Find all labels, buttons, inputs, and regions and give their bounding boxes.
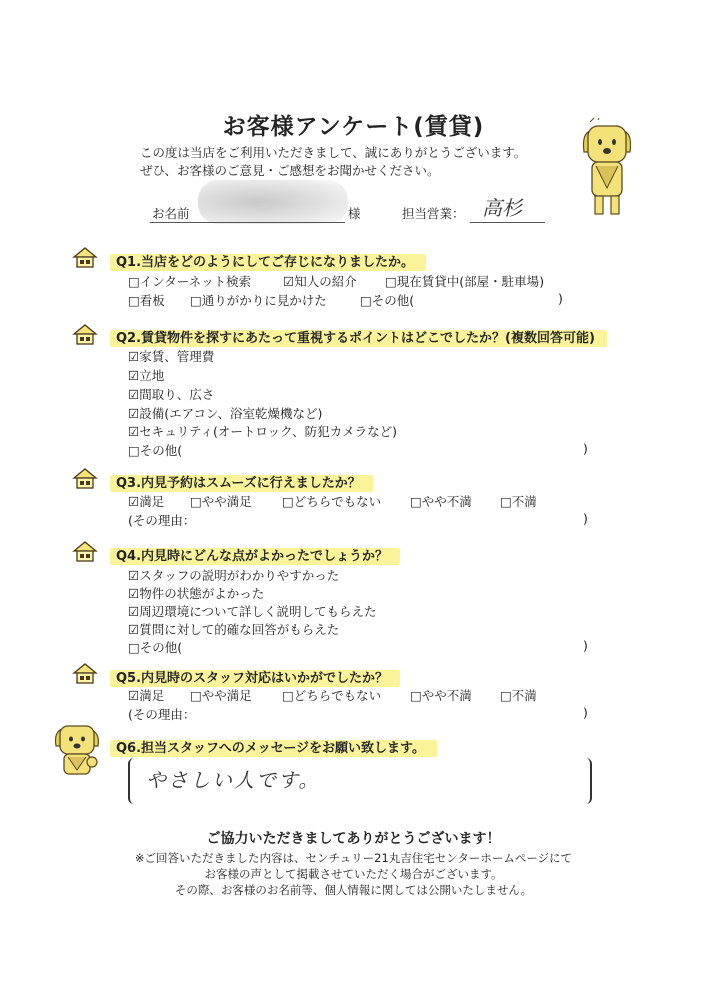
mascot-dog-q6 (54, 722, 102, 778)
q1-opt-referral[interactable]: ☑知人の紹介 (283, 274, 357, 289)
staff-name-handwritten: 高杉 (482, 196, 522, 220)
q5-question (110, 667, 400, 686)
q2-question (110, 327, 607, 346)
q6-answer-handwritten: やさしい人です。 (146, 768, 321, 792)
q4-opt-explanation[interactable]: ☑スタッフの説明がわかりやすかった (128, 568, 340, 583)
q3-question-text: Q3.内見予約はスムーズに行えましたか？ (110, 475, 373, 492)
redacted-name (198, 180, 348, 224)
q1-opt-passing-by[interactable]: □通りがかりに見かけた (190, 293, 327, 308)
house-icon (72, 467, 98, 489)
q5-reason-close: ) (583, 705, 588, 720)
q1-opt-internet[interactable]: □インターネット検索 (128, 274, 252, 289)
q3-opt-somewhat-dissatisfied[interactable]: □やや不満 (410, 494, 472, 509)
q1-opt-signboard[interactable]: □看板 (128, 293, 165, 308)
house-icon (72, 246, 98, 268)
q5-question-text: Q5.内見時のスタッフ対応はいかがでしたか？ (110, 670, 400, 687)
mascot-dog-top (578, 118, 636, 218)
q2-question-text: Q2.賃貸物件を探すにあたって重視するポイントはどこでしたか？(複数回答可能) (110, 330, 607, 347)
footer-note-3: その際、お客様のお名前等、個人情報に関しては公開いたしません。 (174, 883, 533, 897)
q5-opt-somewhat-satisfied[interactable]: □やや満足 (190, 688, 252, 703)
q4-question (110, 545, 400, 564)
q2-other-close: ) (583, 441, 588, 456)
intro-line-2: ぜひ、お客様のご意見・ご感想をお聞かせください。 (140, 163, 440, 178)
name-honorific: 様 (348, 206, 361, 221)
q5-opt-neutral[interactable]: □どちらでもない (282, 688, 382, 703)
staff-label: 担当営業： (402, 206, 465, 221)
q4-opt-surroundings[interactable]: ☑周辺環境について詳しく説明してもらえた (128, 604, 377, 619)
q1-question-text: Q1.当店をどのようにしてご存じになりましたか。 (110, 254, 426, 271)
q2-opt-facilities[interactable]: ☑設備(エアコン、浴室乾燥機など) (128, 406, 323, 421)
q4-opt-condition[interactable]: ☑物件の状態がよかった (128, 586, 265, 601)
house-icon (72, 323, 98, 345)
intro-line-1: この度は当店をご利用いただきまして、誠にありがとうございます。 (140, 145, 527, 160)
q2-opt-other[interactable]: □その他( (128, 443, 183, 458)
q3-reason-close: ) (583, 511, 588, 526)
q3-opt-dissatisfied[interactable]: □不満 (500, 494, 537, 509)
q2-opt-rent[interactable]: ☑家賃、管理費 (128, 349, 215, 364)
q6-question-text: Q6.担当スタッフへのメッセージをお願い致します。 (110, 740, 437, 757)
q3-reason-label: (その理由： (128, 513, 196, 528)
q3-opt-neutral[interactable]: □どちらでもない (282, 494, 382, 509)
house-icon (72, 540, 98, 562)
q6-question (110, 737, 437, 756)
intro-text (140, 144, 526, 180)
name-underline (150, 222, 345, 223)
q1-opt-other[interactable]: □その他( (360, 293, 415, 308)
q4-opt-answers[interactable]: ☑質問に対して的確な回答がもらえた (128, 622, 340, 637)
q3-opt-somewhat-satisfied[interactable]: □やや満足 (190, 494, 252, 509)
name-label: お名前 (152, 206, 190, 221)
footer-note-2: お客様の声として掲載させていただく場合がございます。 (204, 867, 503, 881)
q1-other-close: ) (558, 291, 563, 306)
staff-underline (470, 222, 545, 223)
q3-question (110, 472, 373, 491)
house-icon (72, 662, 98, 684)
q5-opt-somewhat-dissatisfied[interactable]: □やや不満 (410, 688, 472, 703)
q4-other-close: ) (583, 638, 588, 653)
q4-opt-other[interactable]: □その他( (128, 640, 183, 655)
q5-opt-dissatisfied[interactable]: □不満 (500, 688, 537, 703)
q5-opt-satisfied[interactable]: ☑満足 (128, 688, 165, 703)
q1-opt-current-tenant[interactable]: □現在賃貸中(部屋・駐車場) (385, 274, 545, 289)
q2-opt-layout[interactable]: ☑間取り、広さ (128, 387, 215, 402)
q3-opt-satisfied[interactable]: ☑満足 (128, 494, 165, 509)
q2-opt-location[interactable]: ☑立地 (128, 368, 165, 383)
page-title: お客様アンケート(賃貸) (222, 114, 485, 140)
footer-thanks: ご協力いただきましてありがとうございます！ (206, 831, 501, 847)
q2-opt-security[interactable]: ☑セキュリティ(オートロック、防犯カメラなど) (128, 424, 397, 439)
footer-note-1: ※ご回答いただきました内容は、センチュリー21丸吉住宅センターホームページにて (134, 851, 573, 865)
q4-question-text: Q4.内見時にどんな点がよかったでしょうか？ (110, 548, 400, 565)
q5-reason-label: (その理由： (128, 707, 196, 722)
q1-question (110, 251, 426, 270)
